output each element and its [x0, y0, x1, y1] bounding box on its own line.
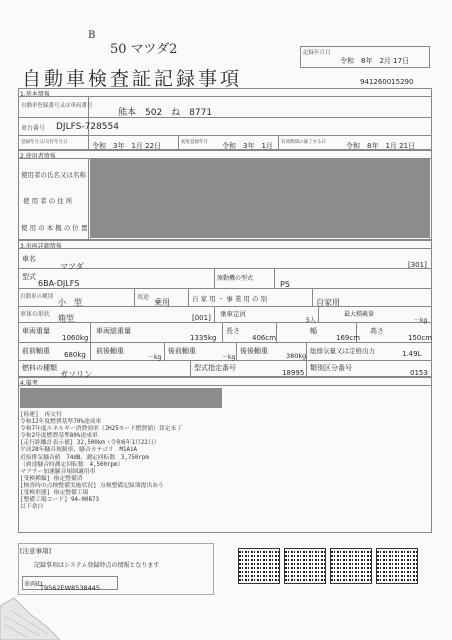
maker-code: [301] — [408, 261, 427, 269]
remark-line: 令和7年度エネルギー消費効率（JH25モード燃費値）算定未了 — [20, 426, 183, 433]
base-location-label: 使 用 の 本 拠 の 位 置 — [21, 224, 88, 232]
length-label: 長さ — [226, 327, 240, 335]
category: 0153 — [410, 369, 428, 377]
qr-code-2 — [284, 548, 326, 584]
engine: P5 — [280, 280, 290, 289]
gross-weight: 1335kg — [190, 334, 217, 342]
chassis-label: 車台番号 — [21, 125, 46, 132]
gross-label: 車両総重量 — [96, 327, 131, 335]
use: 乗用 — [154, 298, 170, 307]
handwritten-note: 50 マツダ2 — [110, 42, 178, 57]
reg-number: 熊本 502 ね 8771 — [118, 108, 213, 118]
chassis-number: DJLFS-728554 — [56, 122, 119, 132]
remark-line: [整備工場コード] 94-00873 — [20, 497, 99, 504]
height-label: 高さ — [370, 327, 384, 335]
first-reg-date: 令和 3年 1月 22日 — [92, 142, 162, 150]
own: 自家用 — [316, 298, 340, 307]
width: 169cm — [336, 334, 361, 342]
qr-code-4 — [376, 548, 418, 584]
front-front-axle: 680kg — [64, 351, 86, 359]
shape-label: 車体の形状 — [20, 311, 51, 318]
remark-line: 近接排気騒音値 74dB、測定回転数 3,750rpm — [20, 454, 149, 461]
remark-line: [検査時の点検整備実施状況] 点検整備記録簿提出あり — [20, 482, 164, 489]
fuel-label: 燃料の種類 — [22, 364, 57, 372]
record-date-label: 記録年月日 — [303, 50, 331, 56]
capacity-label: 乗車定員 — [220, 310, 246, 318]
remark-line: [受検種類] 指定整備済 — [20, 475, 83, 482]
maker-label: 車名 — [22, 255, 36, 263]
shape: 箱型 — [58, 314, 74, 323]
document-title: 自動車検査証記録事項 — [22, 68, 243, 90]
remark-line: （到達騒音時測定回転数 4,500rpm） — [20, 461, 124, 468]
reg-number-label: 自動車登録番号又は車両番号 — [21, 103, 93, 109]
expiry-label: 有効期間の満了する日 — [281, 140, 326, 145]
remarks-lines — [20, 412, 182, 511]
remark-line: [受検形態] 指定整備工場 — [20, 490, 89, 497]
vehicle-id-label: 車両ID — [24, 581, 43, 588]
notes-heading: [注意事項] — [20, 547, 52, 555]
weight-label: 車両重量 — [22, 327, 50, 335]
user-info-heading: 2.使用者情報 — [20, 153, 56, 160]
remark-line: 平成28年騒音規制車、騒音カテゴリ M1A1A — [20, 447, 137, 454]
basic-info-heading: 1.基本情報 — [20, 91, 50, 98]
maker: マツダ — [60, 262, 84, 271]
capacity: 5人 — [306, 317, 316, 324]
height: 150cm — [408, 334, 433, 342]
shape-code: [001] — [192, 314, 211, 322]
record-date: 令和 8年 2月 17日 — [340, 57, 410, 65]
first-reg-label: 登録年月日/交付年月日 — [21, 140, 68, 145]
own-label: 自 家 用 ・ 事 業 用 の 別 — [192, 295, 268, 303]
max-load-label: 最大積載量 — [344, 311, 375, 318]
model-label: 型式 — [22, 273, 36, 281]
front-rear-axle: －kg — [148, 354, 162, 361]
remark-line: 令和12年度燃費基準70%達成車 — [20, 419, 102, 426]
designation: 18995 — [282, 369, 305, 377]
expiry-date: 令和 8年 1月 21日 — [346, 142, 416, 150]
displacement-label: 総排気量又は定格出力 — [310, 347, 375, 355]
rear-rear-axle-label: 後後軸重 — [240, 347, 268, 355]
weight: 1060kg — [62, 334, 89, 342]
remark-line: [陸運] 再交付 — [20, 412, 62, 418]
vehicle-detail-heading: 3.車両詳細情報 — [20, 243, 62, 250]
length: 406cm — [252, 334, 277, 342]
redacted-remark — [20, 388, 222, 408]
remark-line: 令和2年度燃費基準80%達成車 — [20, 433, 98, 440]
torn-corner — [0, 596, 60, 640]
rear-rear-axle: 380kg — [286, 352, 307, 360]
rear-front-axle: －kg — [222, 354, 236, 361]
max-load: －kg — [414, 317, 428, 324]
kind-label: 自動車の種別 — [20, 294, 54, 300]
remarks-heading: 4.備考 — [20, 380, 38, 387]
remark-line: [走行距離計表示値] 32,500km（令和6年1月22日） — [20, 440, 160, 447]
rear-front-axle-label: 後前軸重 — [168, 347, 196, 355]
remark-line: 以下余白 — [20, 504, 44, 511]
first-year-label: 初度登録年月 — [181, 140, 208, 145]
qr-code-1 — [238, 548, 280, 584]
vehicle-id: T9562EW8538445 — [40, 584, 100, 592]
model: 6BA-DJLFS — [38, 279, 80, 288]
use-label: 用途 — [137, 294, 150, 301]
remark-line: マフラー加速騒音規制適用車 — [20, 468, 96, 475]
category-label: 類別区分番号 — [310, 364, 352, 372]
displacement: 1.49L — [402, 350, 422, 358]
first-year: 令和 3年 1月 — [222, 142, 273, 150]
width-label: 幅 — [310, 327, 317, 335]
fuel: ガソリン — [60, 370, 92, 379]
kind: 小 型 — [58, 298, 82, 307]
user-name-label: 使用者の氏名又は名称 — [21, 171, 86, 179]
designation-label: 型式指定番号 — [194, 364, 236, 372]
user-address-label: 使 用 者 の 住 所 — [23, 197, 73, 205]
front-front-axle-label: 前前軸重 — [22, 347, 50, 355]
engine-label: 原動機の型式 — [217, 275, 254, 282]
document-number: 941260015290 — [360, 78, 414, 86]
front-rear-axle-label: 前後軸重 — [96, 347, 124, 355]
notes-text: 記録事項はシステム登録時点の情報となります — [34, 562, 160, 569]
redacted-user-info — [90, 159, 430, 238]
handwritten-letter: B — [88, 30, 96, 41]
qr-code-3 — [330, 548, 372, 584]
